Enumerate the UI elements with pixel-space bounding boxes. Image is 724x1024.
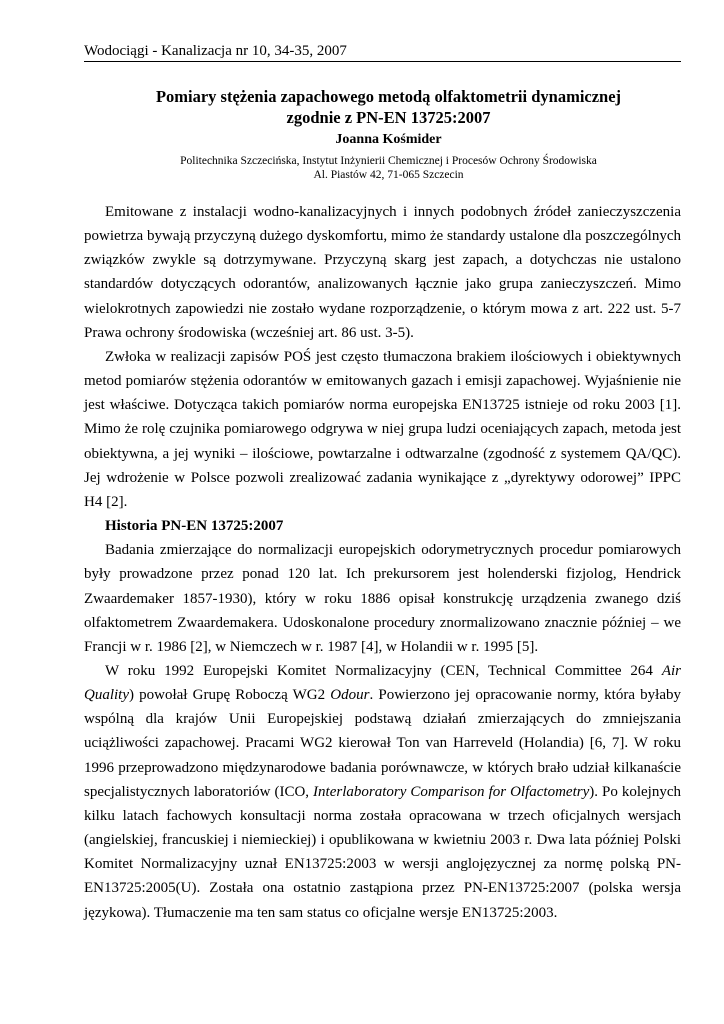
paragraph-4-italic-odour: Odour: [330, 687, 370, 704]
affiliation-line-2: Al. Piastów 42, 71-065 Szczecin: [313, 169, 464, 181]
title-block: [84, 86, 681, 182]
paragraph-3: Badania zmierzające do normalizacji europejskich odorymetrycznych procedur pomiarowych były prowadzone przez ponad 120 lat. Ich prekursorem jest holenderski fizjolog, Hendrick Zwaardemaker 1857-1930), który w roku 1886 opisał konstrukcję urządzenia zwanego dziś olfaktometrem Zwaardemakera. Udoskonalone procedury znormalizowano znacznie później – we Francji w r. 1986 [2], w Niemczech w r. 1987 [4], w Holandii w r. 1995 [5].: [84, 542, 681, 655]
paragraph-4-text-e: . Powierzono jej opracowanie normy, która byłaby wspólną dla krajów Unii Europejskiej podstawą działań zmierzających do zmniejszania uciążliwości zapachowej. Pracami WG2 kierował Ton van Harreveld (Holandia) [6, 7]. W roku 1996 przeprowadzono międzynarodowe badania porównawcze, w których brało udział kilkanaście specjalistycznych laboratoriów (ICO,: [84, 687, 681, 800]
author-name: Joanna Kośmider: [335, 132, 442, 147]
article-title: [84, 86, 681, 128]
author-affiliation: [84, 154, 681, 182]
paragraph-4-text-a: W roku 1992 Europejski Komitet Normalizacyjny (CEN, Technical Committee 264: [105, 662, 662, 679]
running-header: Wodociągi - Kanalizacja nr 10, 34-35, 2007: [84, 43, 347, 59]
header-rule: [84, 61, 681, 62]
affiliation-line-1: Politechnika Szczecińska, Instytut Inżynierii Chemicznej i Procesów Ochrony Środowiska: [180, 155, 597, 167]
paragraph-4-text-g: ). Po kolejnych kilku latach fachowych konsultacji norma została opracowana w trzech oficjalnych wersjach (angielskiej, francuskiej i niemieckiej) i opublikowana w kwietniu 2003 r. Dwa lata później Polski Komitet Normalizacyjny uznał EN13725:2003 w wersji anglojęzycznej za normę polską PN-EN13725:2005(U). Została ona ostatnio zastąpiona przez PN-EN13725:2007 (polska wersja językowa). Tłumaczenie ma ten sam status co oficjalne wersje EN13725:2003.: [84, 783, 681, 921]
paragraph-4-italic-air-quality: Air Quality: [84, 662, 681, 704]
section-heading: Historia PN-EN 13725:2007: [105, 518, 284, 535]
article-body: [84, 200, 681, 925]
paragraph-4: [84, 659, 681, 925]
paragraph-4-text-c: ) powołał Grupę Roboczą WG2: [129, 687, 331, 704]
article-title-line-2: zgodnie z PN-EN 13725:2007: [286, 108, 491, 127]
paragraph-2: Zwłoka w realizacji zapisów POŚ jest często tłumaczona brakiem ilościowych i obiektywnych metod pomiarów stężenia odorantów w emitowanych gazach i emisji zapachowej. Wyjaśnienie nie jest właściwe. Dotycząca takich pomiarów norma europejska EN13725 istnieje od roku 2003 [1]. Mimo że rolę czujnika pomiarowego odgrywa w niej grupa ludzi oceniających zapach, metoda jest obiektywna, a jej wyniki – ilościowe, powtarzalne i odtwarzalne (zgodność z systemem QA/QC). Jej wdrożenie w Polsce pozwoli zrealizować zadania wynikające z „dyrektywy odorowej” IPPC H4 [2].: [84, 348, 681, 510]
paragraph-1: Emitowane z instalacji wodno-kanalizacyjnych i innych podobnych źródeł zanieczyszczenia powietrza bywają przyczyną dużego dyskomfortu, mimo że standardy ustalone dla poszczególnych związków zwykle są dotrzymywane. Przyczyną skarg jest zapach, a dotychczas nie ustalono standardów dotyczących odorantów, analizowanych łącznie jako grupa zanieczyszczeń. Mimo wielokrotnych zapowiedzi nie zostało wydane rozporządzenie, o którym mowa z art. 222 ust. 5-7 Prawa ochrony środowiska (wcześniej art. 86 ust. 3-5).: [84, 204, 681, 341]
paragraph-4-italic-ico: Interlaboratory Comparison for Olfactometry: [313, 783, 590, 800]
article-title-line-1: Pomiary stężenia zapachowego metodą olfaktometrii dynamicznej: [155, 87, 622, 106]
